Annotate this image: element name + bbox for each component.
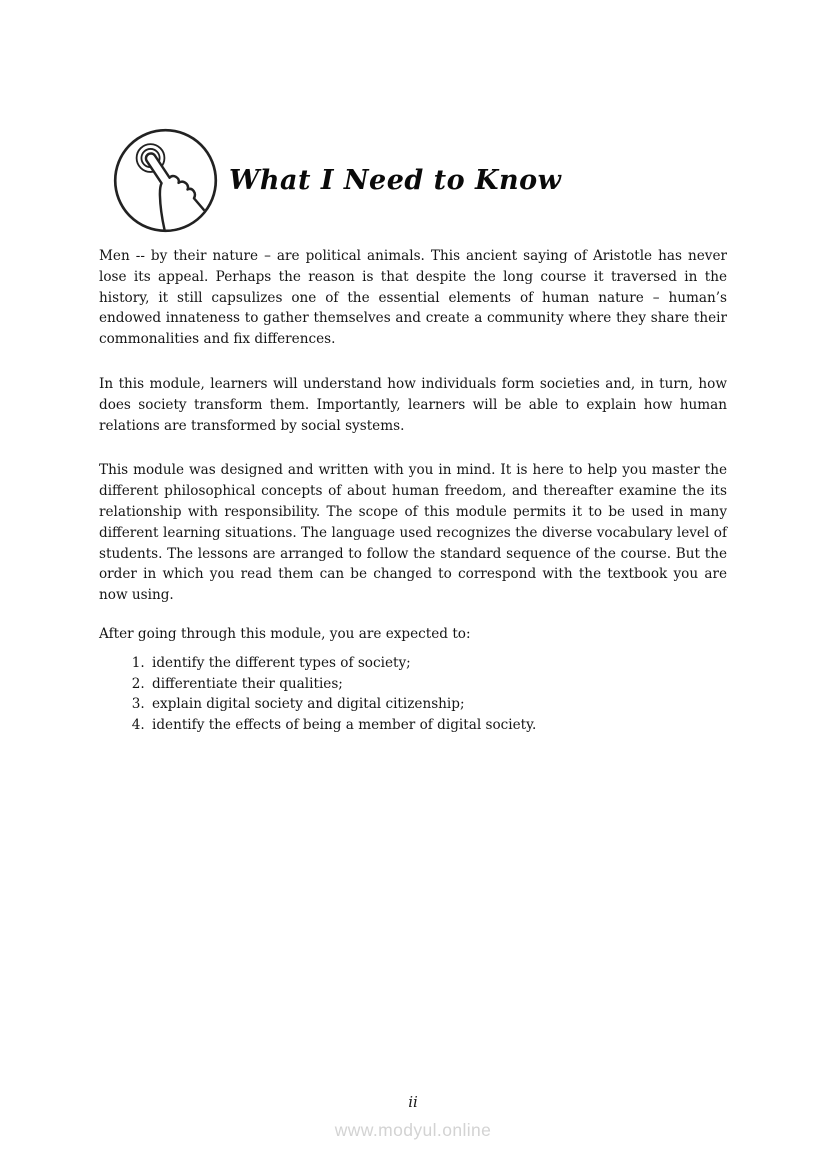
paragraph-module-design: This module was designed and written with you in mind. It is here to help you master the different philosophical concepts of about human freedom, and thereafter examine the its relationship with responsibility. The scope of this module permits it to be used in many different learning situations. The language used recognizes the diverse vocabulary level of students. The lessons are arranged to follow the standard sequence of the course. But the order in which you read them can be changed to correspond with the textbook you are now using. [99,462,727,604]
page-number: ii [408,1093,418,1111]
objectives-intro: After going through this module, you are expected to: [99,625,471,642]
page-title: What I Need to Know [229,165,562,196]
touch-tap-icon [112,127,219,234]
objective-item: 3. explain digital society and digital citizenship; [149,694,727,715]
paragraph-module-goal: In this module, learners will understand how individuals form societies and, in turn, how does society transform them. Importantly, learners will be able to explain how human relations are transformed by social systems. [99,375,727,434]
body-text [99,246,727,736]
section-header [112,127,561,234]
watermark-text: www.modyul.online [334,1120,492,1140]
objective-item: 4. identify the effects of being a member of digital society. [149,715,727,736]
objective-item: 1. identify the different types of society; [149,653,727,674]
paragraph-aristotle: Men -- by their nature – are political animals. This ancient saying of Aristotle has never lose its appeal. Perhaps the reason is that despite the long course it traversed in the history, it still capsulizes one of the essential elements of human nature – human’s endowed innateness to gather themselves and create a community where they share their commonalities and fix differences. [99,248,727,348]
objective-item: 2. differentiate their qualities; [149,674,727,695]
objectives-list [99,653,727,736]
